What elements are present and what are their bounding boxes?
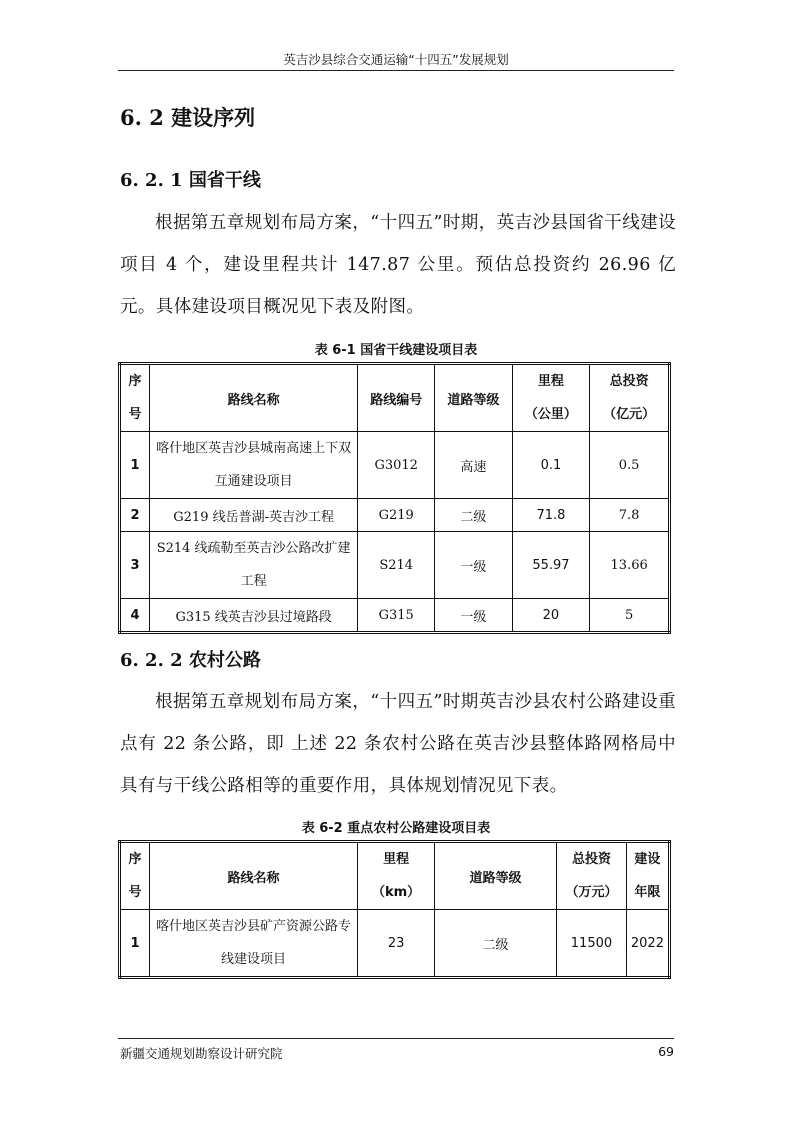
row-seq: 2 — [120, 499, 150, 532]
row-grade: 高速 — [435, 432, 512, 499]
table1-header-row — [120, 364, 670, 432]
row-name: 喀什地区英吉沙县城南高速上下双互通建设项目 — [149, 432, 357, 499]
row-seq: 3 — [120, 532, 150, 599]
table2-header-mileage: 里程 （km） — [358, 842, 435, 910]
table2-header-invest: 总投资 （万元） — [557, 842, 627, 910]
row-grade: 一级 — [435, 532, 512, 599]
table-row — [120, 910, 670, 978]
table-row — [120, 499, 670, 532]
row-name: G315 线英吉沙县过境路段 — [149, 599, 357, 633]
table1-header-name: 路线名称 — [149, 364, 357, 432]
table1-header-mileage: 里程 （公里） — [512, 364, 590, 432]
table2-header-grade: 道路等级 — [435, 842, 557, 910]
row-seq: 1 — [120, 432, 150, 499]
table1-header-seq: 序 号 — [120, 364, 150, 432]
row-seq: 4 — [120, 599, 150, 633]
row-name: S214 线疏勒至英吉沙公路改扩建工程 — [149, 532, 357, 599]
footer-org: 新疆交通规划勘察设计研究院 — [120, 1046, 283, 1061]
subsection-title-1: 6. 2. 1 国省干线 — [120, 170, 261, 191]
table1 — [118, 362, 671, 634]
footer-rule — [118, 1038, 674, 1039]
section-title: 6. 2 建设序列 — [120, 105, 256, 130]
table1-caption: 表 6-1 国省干线建设项目表 — [314, 343, 478, 358]
paragraph-2: 根据第五章规划布局方案，“十四五”时期英吉沙县农村公路建设重点有 22 条公路，即 上述 22 条农村公路在英吉沙县整体路网格局中具有与干线公路相等的重要作用，具体规划情况见下表。 — [120, 692, 676, 796]
row-code: G219 — [358, 499, 435, 532]
row-invest: 0.5 — [590, 432, 670, 499]
table1-header-grade: 道路等级 — [435, 364, 512, 432]
row-period: 2022 — [626, 910, 669, 978]
row-seq: 1 — [120, 910, 150, 978]
row-invest: 13.66 — [590, 532, 670, 599]
row-invest: 7.8 — [590, 499, 670, 532]
table-row — [120, 532, 670, 599]
table2-header-row — [120, 842, 670, 910]
subsection-title-2: 6. 2. 2 农村公路 — [120, 650, 261, 671]
page-number: 69 — [658, 1044, 674, 1059]
row-mileage: 0.1 — [512, 432, 590, 499]
row-invest: 5 — [590, 599, 670, 633]
table-row — [120, 599, 670, 633]
row-invest: 11500 — [557, 910, 627, 978]
table2-header-name: 路线名称 — [149, 842, 357, 910]
header-rule — [118, 70, 674, 71]
paragraph-1: 根据第五章规划布局方案，“十四五”时期，英吉沙县国省干线建设项目 4 个，建设里程共计 147.87 公里。预估总投资约 26.96 亿元。具体建设项目概况见下表及附图。 — [120, 213, 676, 317]
row-grade: 二级 — [435, 499, 512, 532]
row-mileage: 20 — [512, 599, 590, 633]
table2-caption: 表 6-2 重点农村公路建设项目表 — [301, 821, 491, 836]
table2-header-period: 建设 年限 — [626, 842, 669, 910]
row-mileage: 71.8 — [512, 499, 590, 532]
table-row — [120, 432, 670, 499]
table2 — [118, 840, 671, 979]
table2-header-seq: 序 号 — [120, 842, 150, 910]
row-code: G3012 — [358, 432, 435, 499]
row-name: G219 线岳普湖-英吉沙工程 — [149, 499, 357, 532]
row-mileage: 23 — [358, 910, 435, 978]
row-code: G315 — [358, 599, 435, 633]
row-code: S214 — [358, 532, 435, 599]
running-header: 英吉沙县综合交通运输“十四五”发展规划 — [283, 52, 509, 67]
row-grade: 二级 — [435, 910, 557, 978]
table1-header-invest: 总投资 （亿元） — [590, 364, 670, 432]
row-name: 喀什地区英吉沙县矿产资源公路专线建设项目 — [149, 910, 357, 978]
table1-header-code: 路线编号 — [358, 364, 435, 432]
row-grade: 一级 — [435, 599, 512, 633]
row-mileage: 55.97 — [512, 532, 590, 599]
